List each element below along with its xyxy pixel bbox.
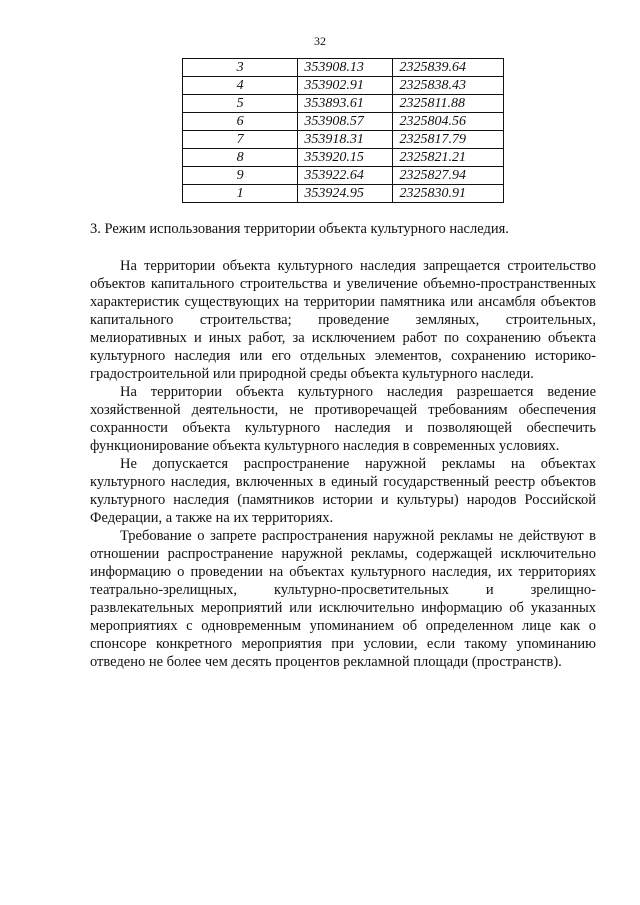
y-coordinate-cell: 2325839.64 (393, 59, 504, 77)
table-row (183, 95, 504, 113)
y-coordinate-cell: 2325830.91 (393, 185, 504, 203)
y-coordinate-cell: 2325804.56 (393, 113, 504, 131)
paragraph-permitted-activity: На территории объекта культурного наследия разрешается ведение хозяйственной деятельности, не противоречащей требованиям обеспечения сохранности объекта культурного наследия и позволяющей обеспечить функционирование объекта культурного наследия в современных условиях. (90, 384, 596, 454)
paragraph-prohibitions: На территории объекта культурного наследия запрещается строительство объектов капитального строительства и увеличение объемно-пространственных характеристик существующих на территории памятника или ансамбля объектов капитального строительства; проведение земляных, строительных, мелиоративных и иных работ, за исключением работ по сохранению объекта культурного наследия или его отдельных элементов, сохранению историко-градостроительной или природной среды объекта культурного наследи. (90, 258, 596, 382)
table-row (183, 167, 504, 185)
y-coordinate-cell: 2325821.21 (393, 149, 504, 167)
page-number: 32 (314, 34, 326, 48)
y-coordinate-cell: 2325817.79 (393, 131, 504, 149)
x-coordinate-cell: 353908.57 (298, 113, 393, 131)
x-coordinate-cell: 353922.64 (298, 167, 393, 185)
table-row (183, 113, 504, 131)
table-row (183, 149, 504, 167)
section-heading: 3. Режим использования территории объекта культурного наследия. (90, 221, 509, 237)
x-coordinate-cell: 353902.91 (298, 77, 393, 95)
table-row (183, 59, 504, 77)
point-number-cell: 6 (183, 113, 298, 131)
y-coordinate-cell: 2325827.94 (393, 167, 504, 185)
point-number-cell: 4 (183, 77, 298, 95)
y-coordinate-cell: 2325838.43 (393, 77, 504, 95)
point-number-cell: 3 (183, 59, 298, 77)
point-number-cell: 7 (183, 131, 298, 149)
table-row (183, 185, 504, 203)
x-coordinate-cell: 353918.31 (298, 131, 393, 149)
table-row (183, 131, 504, 149)
point-number-cell: 8 (183, 149, 298, 167)
point-number-cell: 5 (183, 95, 298, 113)
paragraph-advertising-exception: Требование о запрете распространения наружной рекламы не действуют в отношении распространение наружной рекламы, содержащей исключительно информацию о проведении на объектах культурного наследия, их территориях театрально-зрелищных, культурно-просветительных и зрелищно-развлекательных мероприятий или исключительно информацию об указанных мероприятиях с одновременным упоминанием об определенном лице как о спонсоре конкретного мероприятия при условии, если такому упоминанию отведено не более чем десять процентов рекламной площади (пространств). (90, 528, 596, 670)
point-number-cell: 9 (183, 167, 298, 185)
x-coordinate-cell: 353908.13 (298, 59, 393, 77)
section-body (90, 257, 596, 671)
table-row (183, 77, 504, 95)
y-coordinate-cell: 2325811.88 (393, 95, 504, 113)
x-coordinate-cell: 353920.15 (298, 149, 393, 167)
x-coordinate-cell: 353924.95 (298, 185, 393, 203)
paragraph-advertising-ban: Не допускается распространение наружной рекламы на объектах культурного наследия, включенных в единый государственный реестр объектов культурного наследия (памятников истории и культуры) народов Российской Федерации, а также на их территориях. (90, 456, 596, 526)
coordinates-table (182, 58, 504, 203)
point-number-cell: 1 (183, 185, 298, 203)
x-coordinate-cell: 353893.61 (298, 95, 393, 113)
